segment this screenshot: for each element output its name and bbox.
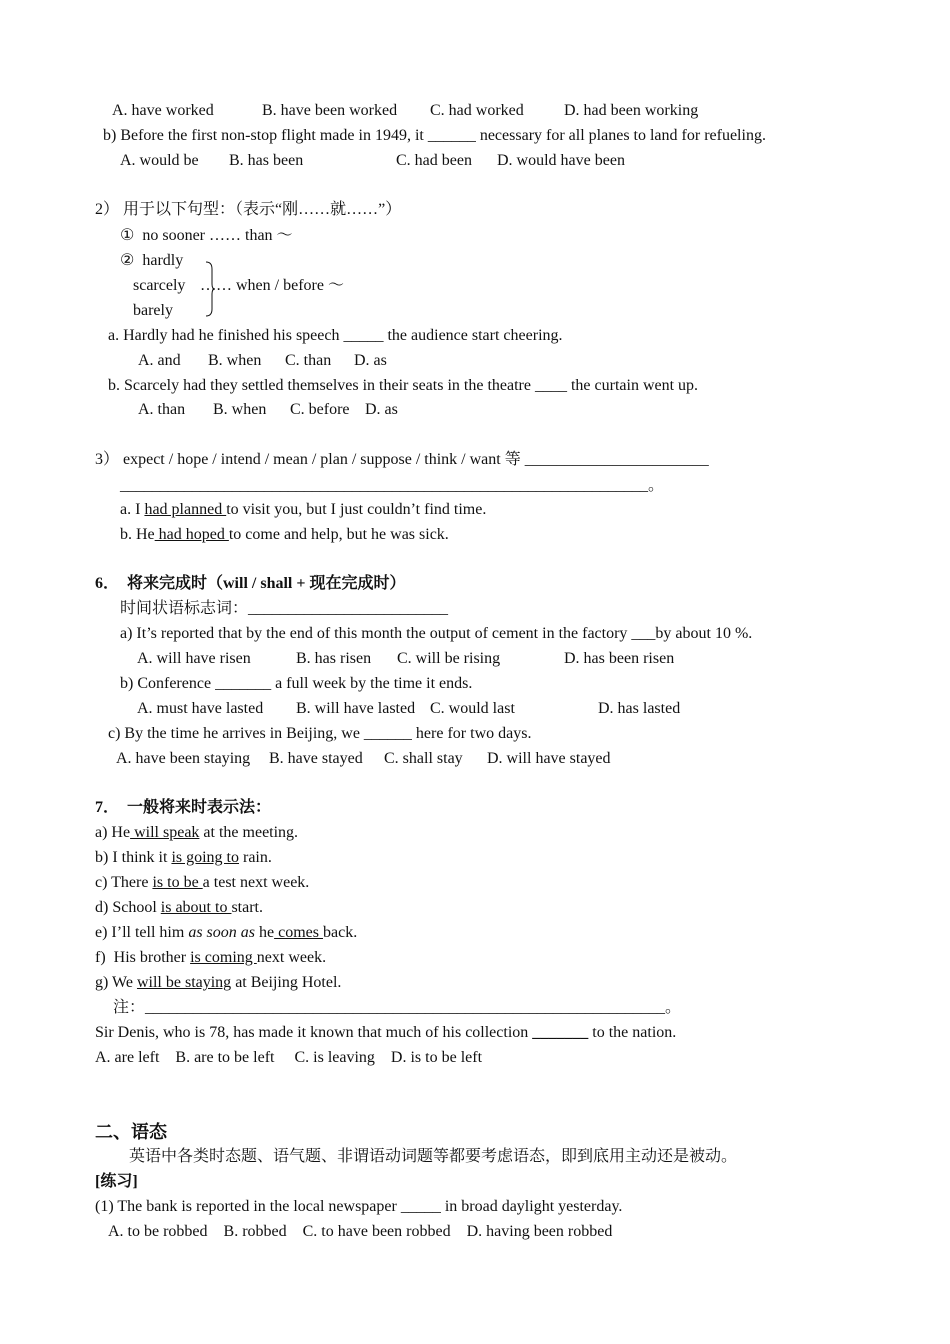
option: B. has been (229, 152, 304, 169)
question-text: a) It’s reported that by the end of this month the output of cement in the factory ___by about 10 %. (120, 625, 753, 642)
example-sentence: d) School is about to start. (95, 899, 263, 916)
example-sentence: a. I had planned to visit you, but I just couldn’t find time. (120, 501, 487, 518)
subheading: 2） 用于以下句型：（表示“刚……就……”） (95, 201, 402, 218)
option: B. when (213, 401, 267, 418)
section-heading: 7． 一般将来时表示法： (95, 799, 272, 816)
question-text: b. Scarcely had they settled themselves in their seats in the theatre ____ the curtain went up. (108, 377, 699, 394)
option: C. would last (430, 700, 515, 717)
option: B. have been worked (262, 102, 398, 119)
pattern-line: ① no sooner …… than ～ (120, 227, 293, 244)
option: D. has been risen (564, 650, 675, 667)
example-sentence: c) There is to be a test next week. (95, 874, 310, 891)
option: C. than (285, 352, 332, 369)
options-line: A. are left B. are to be left C. is leaving D. is to be left (95, 1049, 483, 1066)
option: C. had worked (430, 102, 524, 119)
option: A. have worked (112, 102, 214, 119)
option: A. and (138, 352, 181, 369)
option: A. would be (120, 152, 199, 169)
note-line: 注：_________________________________________________________________。 (113, 999, 682, 1016)
option: A. have been staying (116, 750, 251, 767)
question-text: Sir Denis, who is 78, has made it known that much of his collection _______ to the nation. (95, 1024, 677, 1041)
option: A. must have lasted (137, 700, 264, 717)
question-text: c) By the time he arrives in Beijing, we ______ here for two days. (108, 725, 532, 742)
practice-label: [练习] (95, 1173, 138, 1190)
fill-blank: 时间状语标志词：_________________________ (120, 600, 449, 617)
pattern-line: barely (133, 302, 173, 319)
option: D. would have been (497, 152, 625, 169)
section-heading: 二、语态 (95, 1122, 167, 1142)
option: A. will have risen (137, 650, 251, 667)
option: C. before (290, 401, 350, 418)
option: B. has risen (296, 650, 372, 667)
option: C. had been (396, 152, 472, 169)
question-text: b) Before the first non-stop flight made in 1949, it ______ necessary for all planes to land for refueling. (103, 127, 766, 144)
paragraph: 英语中各类时态题、语气题、非谓语动词题等都要考虑语态，即到底用主动还是被动。 (129, 1148, 738, 1165)
question-text: a. Hardly had he finished his speech _____ the audience start cheering. (108, 327, 563, 344)
option: D. has lasted (598, 700, 681, 717)
example-sentence: b. He had hoped to come and help, but he was sick. (120, 526, 449, 543)
pattern-line: ② hardly (120, 252, 184, 269)
example-sentence: f) His brother is coming next week. (95, 949, 327, 966)
option: C. shall stay (384, 750, 463, 767)
subheading: 3） expect / hope / intend / mean / plan / suppose / think / want 等 _______________________ (95, 451, 709, 468)
example-sentence: e) I’ll tell him as soon as he comes back. (95, 924, 358, 941)
option: B. will have lasted (296, 700, 416, 717)
section-heading: 6． 将来完成时（will / shall + 现在完成时） (95, 575, 406, 592)
options-line: A. to be robbed B. robbed C. to have been robbed D. having been robbed (108, 1223, 613, 1240)
option: D. as (365, 401, 398, 418)
pattern-line: …… when / before ～ (200, 277, 344, 294)
option: D. as (354, 352, 387, 369)
example-sentence: g) We will be staying at Beijing Hotel. (95, 974, 342, 991)
option: D. had been working (564, 102, 699, 119)
option: D. will have stayed (487, 750, 611, 767)
example-sentence: b) I think it is going to rain. (95, 849, 272, 866)
option: B. when (208, 352, 262, 369)
brace-icon (205, 261, 215, 317)
option: B. have stayed (269, 750, 363, 767)
pattern-line: scarcely (133, 277, 186, 294)
option: A. than (138, 401, 186, 418)
example-sentence: a) He will speak at the meeting. (95, 824, 299, 841)
fill-blank: __________________________________________________________________。 (120, 477, 664, 494)
question-text: b) Conference _______ a full week by the time it ends. (120, 675, 473, 692)
question-text: (1) The bank is reported in the local newspaper _____ in broad daylight yesterday. (95, 1198, 623, 1215)
option: C. will be rising (397, 650, 501, 667)
